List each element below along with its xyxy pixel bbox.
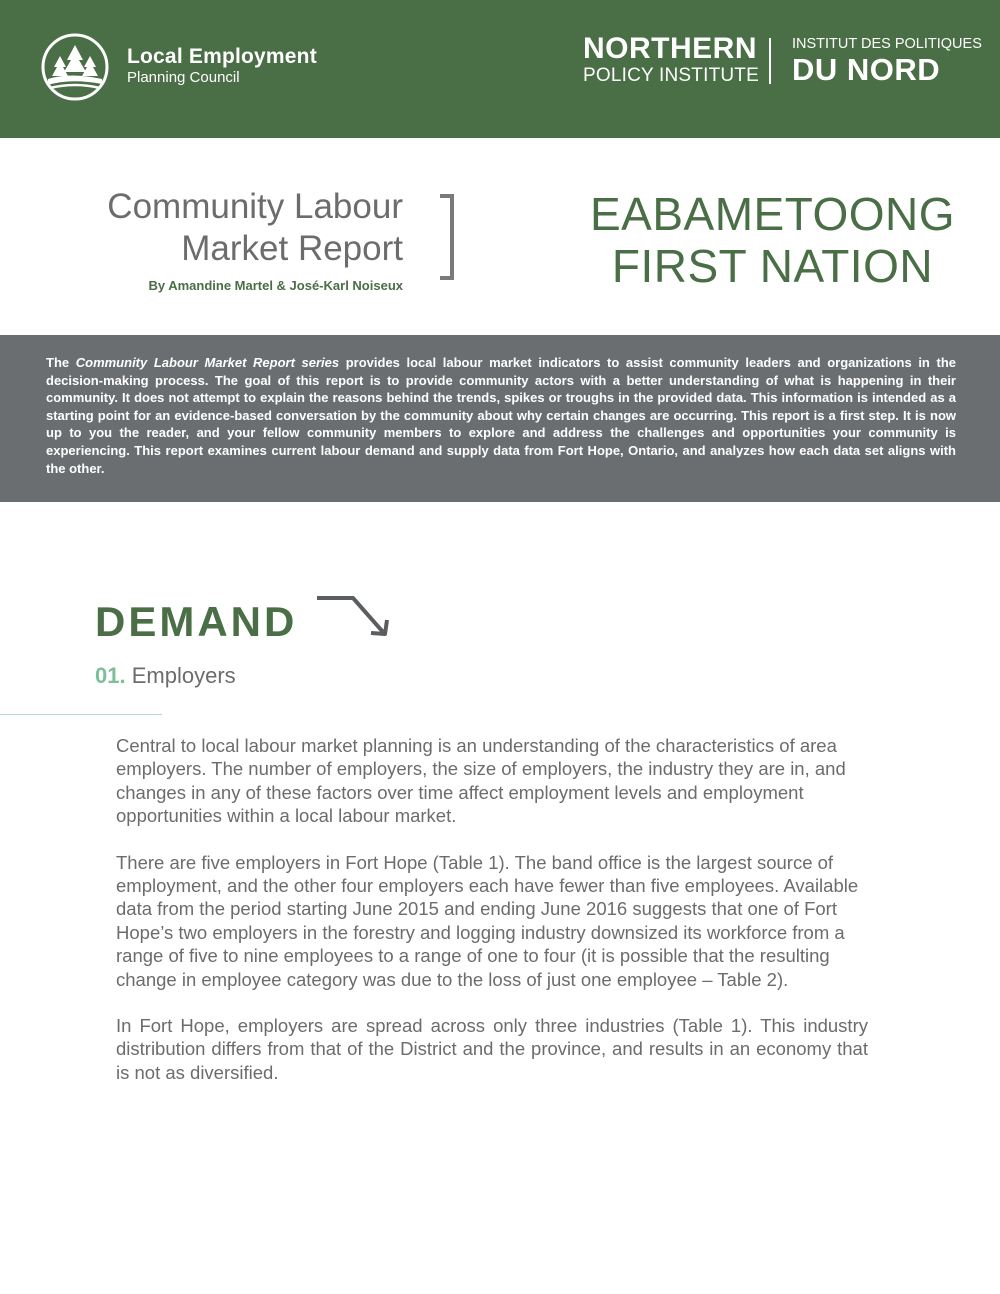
subsection-number: 01.	[95, 663, 126, 688]
community-name-line1: EABAMETOONG	[589, 188, 956, 240]
report-title-block	[107, 186, 403, 293]
body-text	[116, 734, 868, 1107]
body-paragraph-2: There are five employers in Fort Hope (Table 1). The band office is the largest source of employment, and the other four employers each have fewer than five employees. Available data from the period starting June 2015 and ending June 2016 suggests that one of Fort Hope’s two employers in the forestry and logging industry downsized its workforce from a range of five to nine employees to a range of one to four (it is possible that the resulting change in employee category was due to the loss of just one employee – Table 2).	[116, 851, 859, 990]
intro-prefix: The	[46, 355, 76, 370]
npi-fr-line1: INSTITUT DES POLITIQUES	[792, 36, 982, 52]
body-paragraph-1: Central to local labour market planning is an understanding of the characteristics of area employers. The number of employers, the size of employers, the industry they are in, and changes in any of these factors over time affect employment levels and employment opportunities within a local labour market.	[116, 735, 846, 827]
npi-fr-line2: DU NORD	[792, 52, 941, 87]
npi-en-line1: NORTHERN	[583, 32, 757, 65]
npi-en-line2: POLICY INSTITUTE	[583, 65, 759, 86]
intro-series-name: Community Labour Market Report series	[75, 355, 340, 370]
npi-french-wordmark	[792, 35, 982, 87]
intro-paragraph	[46, 354, 956, 477]
lepc-name-line2: Planning Council	[127, 69, 240, 86]
subsection-title	[95, 663, 236, 689]
report-title-line1: Community Labour	[107, 187, 403, 226]
logo-divider	[769, 38, 771, 84]
title-bracket-divider	[440, 194, 454, 280]
report-title-line2: Market Report	[181, 229, 403, 268]
community-name	[560, 188, 985, 292]
intro-body: provides local labour market indicators to assist community leaders and organizations in the decision-making process. The goal of this report is to provide community actors with a better understanding of what is happening in their community. It does not attempt to explain the reasons behind the trends, spikes or troughs in the provided data. This information is intended as a starting point for an evidence-based conversation by the community about why certain changes are occurring. This report is a first step. It is now up to you the reader, and your fellow community members to explore and address the challenges and opportunities your community is experiencing. This report examines current labour demand and supply data from Fort Hope, Ontario, and analyzes how each data set aligns with the other.	[46, 355, 956, 476]
lepc-wordmark	[127, 46, 317, 88]
tree-circle-logo-icon	[40, 32, 110, 102]
header-banner	[0, 0, 1000, 138]
down-right-arrow-icon	[315, 592, 395, 644]
section-rule	[0, 714, 162, 715]
section-heading-demand: DEMAND	[95, 598, 298, 645]
lepc-name-line1: Local Employment	[127, 45, 317, 68]
npi-english-wordmark	[583, 34, 759, 88]
author-byline: By Amandine Martel & José-Karl Noiseux	[148, 278, 403, 293]
community-name-line2: FIRST NATION	[611, 240, 934, 292]
subsection-label: Employers	[131, 663, 236, 688]
body-paragraph-3: In Fort Hope, employers are spread across only three industries (Table 1). This industry distribution differs from that of the District and the province, and results in an economy that is not as diversified.	[116, 1015, 868, 1083]
